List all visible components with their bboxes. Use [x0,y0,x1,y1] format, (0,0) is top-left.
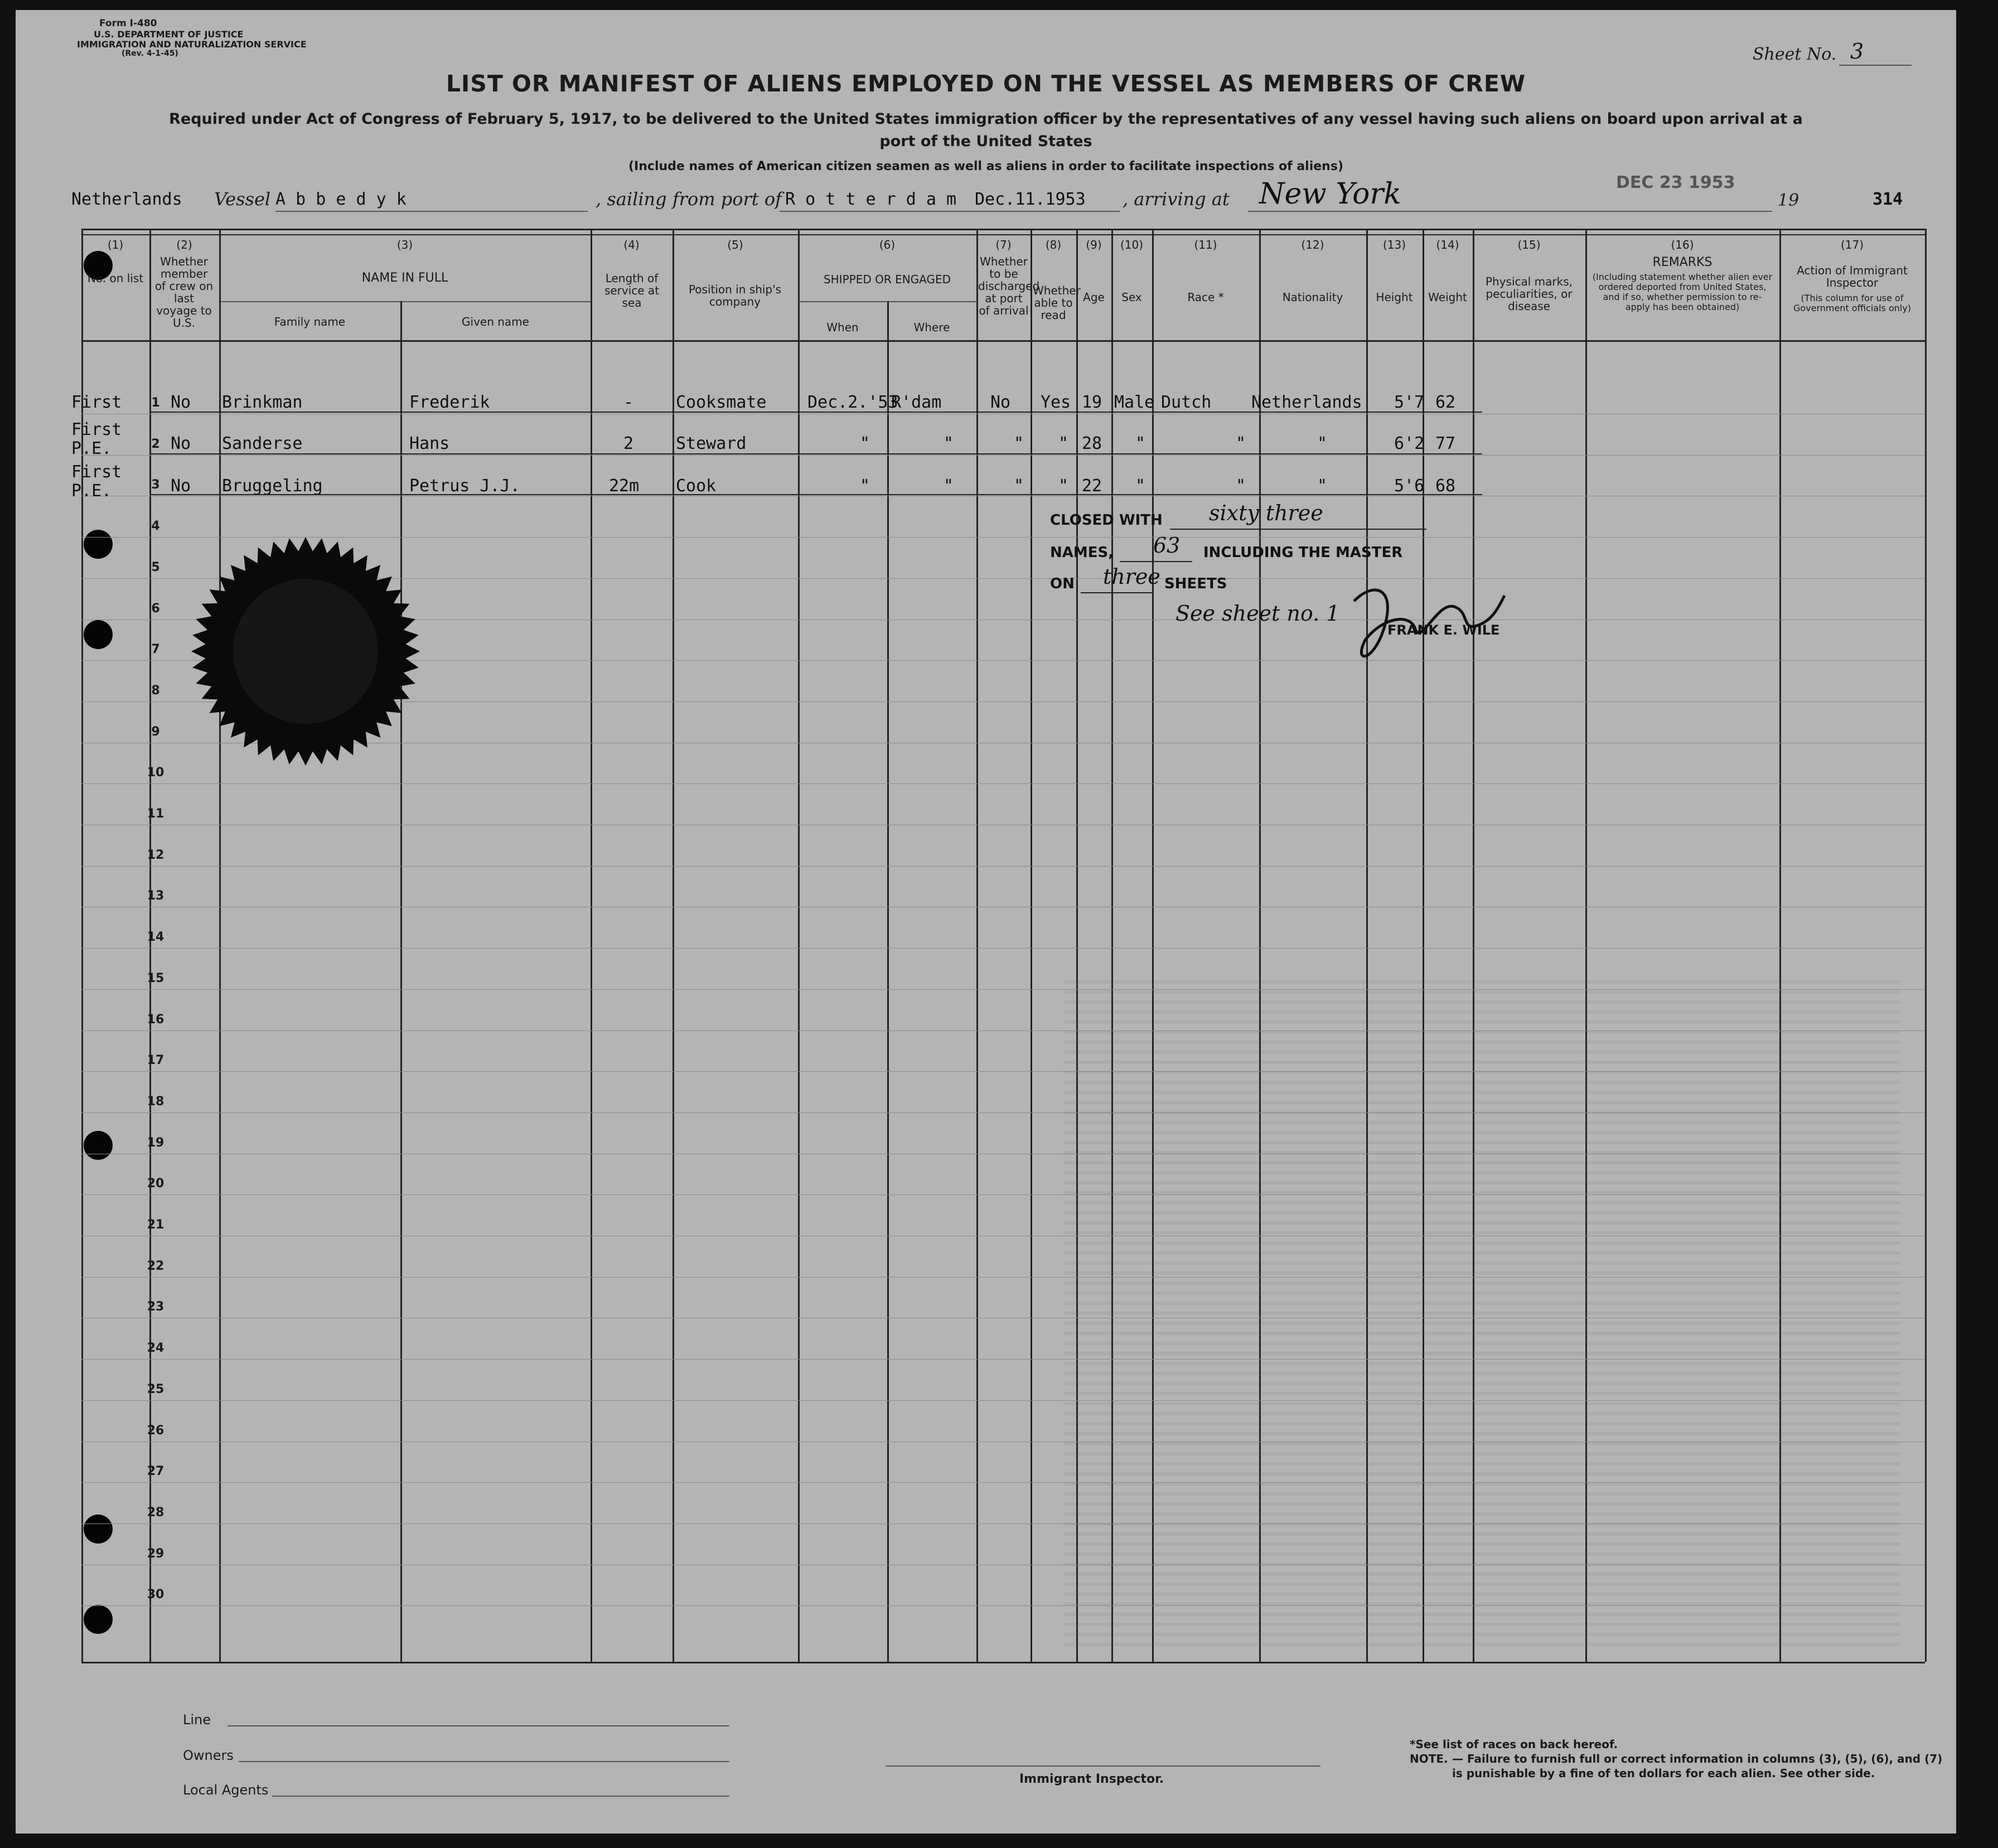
row-3-crew: No [171,476,191,496]
row-1-family-name: Brinkman [222,393,303,412]
row-1-height: 5'7 [1394,393,1425,412]
row-2-family-name: Sanderse [222,434,303,453]
col-11-label: Race * [1187,291,1224,304]
row-1-crew: No [171,393,191,412]
row-number: 5 [151,560,160,574]
row-rule [81,866,1925,867]
row-number: 13 [147,889,165,903]
row-number: 7 [151,642,160,657]
col-line [887,301,889,1662]
row-3-when: " [860,476,870,496]
row-1-given-name: Frederik [409,393,490,412]
reverse-side-bleed-through [1064,980,1900,1649]
row-1-race: Dutch [1161,393,1212,412]
col-16-label: REMARKS [1652,255,1712,269]
col-17-label: Action of Immigrant Inspector [1797,264,1908,289]
row-3-age: 22 [1082,476,1102,496]
sheet-no-rule [1839,65,1912,66]
col-line [1031,229,1032,1662]
punch-hole [84,530,113,559]
sailing-label: , sailing from port of [596,188,782,210]
row-number: 26 [147,1423,165,1438]
row-3-nationality: " [1317,476,1328,496]
when-header: When [826,321,859,334]
row-3-height: 5'6 [1394,476,1425,496]
closed-with-rule [1170,529,1426,530]
col-14-label: Weight [1428,291,1467,304]
row-3-given-name: Petrus J.J. [409,476,520,496]
row-number: 6 [151,601,160,616]
row-3-service: 22m [609,476,640,496]
col-8-label: Whether able to read [1033,284,1081,322]
col-5-num: (5) [727,238,743,251]
row-number: 10 [147,766,165,780]
col-line [673,229,674,1662]
row-1-weight: 62 [1435,393,1456,412]
line-field-rule [228,1725,729,1726]
form-title: LIST OR MANIFEST OF ALIENS EMPLOYED ON THE VESSEL AS MEMBERS OF CREW [446,70,1526,97]
row-2-service: 2 [623,434,634,453]
header-bottom-border [81,340,1925,342]
table-bottom-border [81,1662,1925,1663]
col-14-num: (14) [1436,238,1459,251]
row-1-strikethrough [149,412,1482,413]
row-3-strikethrough [149,494,1482,495]
date-stamp: DEC 23 1953 [1616,173,1735,192]
row-number: 14 [147,930,165,945]
row-number: 19 [147,1135,165,1150]
form-number: Form I-480 [99,18,157,29]
form-note: (Include names of American citizen seamen as well as aliens in order to facilitate inspections of aliens) [628,159,1343,173]
note-text-1: — Failure to furnish full or correct information in columns (3), (5), (6), and (7) [1452,1752,1943,1765]
punch-hole [84,1131,113,1160]
row-1-when: Dec.2.'53 [807,393,898,412]
row-2-sex: " [1135,434,1146,453]
row-1-margin-note: First [71,393,122,412]
sheets-count-written: three [1103,564,1160,589]
row-number: 17 [147,1053,165,1068]
row-number: 20 [147,1177,165,1191]
row-number: 9 [151,724,160,739]
row-number: 24 [147,1341,165,1356]
col-9-num: (9) [1086,238,1102,251]
sailing-date: Dec.11.1953 [975,190,1086,209]
col-2-num: (2) [176,238,192,251]
row-number: 23 [147,1300,165,1314]
row-3-read: " [1058,476,1069,496]
row-number: 29 [147,1546,165,1561]
row-2-discharged: " [1014,434,1024,453]
row-2-race: " [1236,434,1246,453]
year-label: 19 [1778,191,1799,210]
row-3-where: " [944,476,954,496]
row-1-age: 19 [1082,393,1102,412]
sheets-label: SHEETS [1164,575,1227,592]
col-16-num: (16) [1671,238,1694,251]
col-10-label: Sex [1121,291,1142,304]
row-2-weight: 77 [1435,434,1456,453]
line-label: Line [183,1712,211,1728]
col-line [1925,229,1927,1662]
col-1-num: (1) [107,238,124,251]
row-3-weight: 68 [1435,476,1456,496]
col-12-label: Nationality [1282,291,1343,304]
port-of-departure: R o t t e r d a m [785,190,957,209]
col-line [976,229,978,1662]
col-3-label: NAME IN FULL [361,271,448,285]
on-rule [1081,592,1153,593]
immigrant-inspector-label: Immigrant Inspector. [1019,1772,1164,1786]
arriving-label: , arriving at [1123,188,1230,210]
row-rule [81,948,1925,949]
inspector-signature-rule [886,1765,1320,1767]
row-3-race: " [1236,476,1246,496]
including-master-label: INCLUDING THE MASTER [1203,544,1403,561]
form-revision: (Rev. 4-1-45) [122,49,178,58]
punch-hole [84,620,113,649]
col-line [400,301,402,1662]
vessel-label: Vessel [214,188,271,210]
page-number: 314 [1873,190,1903,209]
row-number: 25 [147,1382,165,1396]
row-2-where: " [944,434,954,453]
manifest-sheet [16,10,1956,1834]
owners-label: Owners [183,1748,234,1763]
col-12-num: (12) [1301,238,1324,251]
names-rule [1120,561,1192,562]
row-2-read: " [1058,434,1069,453]
row-3-margin-note: First P.E. [71,462,122,501]
where-header: Where [913,321,950,334]
note-text-2: is punishable by a fine of ten dollars for each alien. See other side. [1452,1767,1875,1780]
row-2-when: " [860,434,870,453]
owners-field-rule [239,1761,729,1762]
row-1-nationality: Netherlands [1251,393,1362,412]
family-name-header: Family name [274,315,346,328]
row-1-sex: Male [1114,393,1155,412]
row-2-nationality: " [1317,434,1328,453]
row-number: 22 [147,1259,165,1273]
col-line [591,229,592,1662]
note-label: NOTE. [1410,1752,1448,1765]
sheet-number: 3 [1850,39,1864,64]
col-17-num: (17) [1840,238,1864,251]
row-rule [81,783,1925,784]
col-line [219,229,221,1662]
col-11-num: (11) [1194,238,1217,251]
row-2-height: 6'2 [1394,434,1425,453]
local-agents-field-rule [272,1796,729,1797]
table-top-border-inner [81,234,1925,235]
agency-service: IMMIGRATION AND NATURALIZATION SERVICE [77,39,307,50]
closed-with-count-written: sixty three [1209,501,1323,525]
punch-hole [84,1515,113,1544]
col-6-num: (6) [879,238,896,251]
row-number: 4 [151,519,160,534]
col-3-num: (3) [396,238,413,251]
arrival-port: New York [1259,177,1401,211]
row-number: 3 [151,478,160,492]
row-number: 18 [147,1094,165,1109]
agency-name: U.S. DEPARTMENT OF JUSTICE [94,29,244,40]
row-number: 12 [147,848,165,862]
col-6-label: SHIPPED OR ENGAGED [823,273,951,286]
col-5-label: Position in ship's company [688,283,782,308]
col-15-label: Physical marks, peculiarities, or disease [1485,275,1573,313]
row-3-sex: " [1135,476,1146,496]
punch-hole [84,1605,113,1634]
col-10-num: (10) [1120,238,1144,251]
row-3-discharged: " [1014,476,1024,496]
row-1-where: R'dam [891,393,942,412]
row-2-strikethrough [149,453,1482,454]
on-label: ON [1050,575,1075,592]
row-number: 30 [147,1588,165,1602]
row-1-service: - [623,393,634,412]
row-2-crew: No [171,434,191,453]
row-1-read: Yes [1041,393,1071,412]
names-label: NAMES, [1050,544,1114,561]
col-7-label: Whether to be discharged at port of arrival [978,255,1040,317]
row-3-position: Cook [676,476,717,496]
remarks-note: (Including statement whether alien ever ordered deported from United States, and if so, whether permission to re-apply has been obtained) [1592,272,1773,312]
col-9-label: Age [1083,291,1105,304]
row-number: 28 [147,1505,165,1520]
row-number: 2 [151,437,160,451]
inspector-note: (This column for use of Government officials only) [1793,293,1912,313]
col-8-num: (8) [1045,238,1062,251]
local-agents-label: Local Agents [183,1782,269,1798]
col-7-num: (7) [995,238,1012,251]
row-number: 8 [151,683,160,698]
col-13-num: (13) [1382,238,1406,251]
inspector-signature-icon [1332,568,1510,679]
vessel-rule [275,211,588,212]
row-number: 15 [147,971,165,985]
see-sheet-note: See sheet no. 1 [1175,601,1340,626]
row-number: 11 [147,807,165,821]
col-4-label: Length of service at sea [604,272,660,309]
sheet-label: Sheet No. [1753,45,1837,64]
col-13-label: Height [1376,291,1413,304]
row-number: 21 [147,1218,165,1232]
port-rule [780,211,1120,212]
col-1-label: No. on list [87,272,144,285]
row-1-position: Cooksmate [676,393,767,412]
vessel-name: A b b e d y k [275,190,407,209]
row-2-given-name: Hans [409,434,450,453]
row-2-position: Steward [676,434,747,453]
row-2-age: 28 [1082,434,1102,453]
row-1-discharged: No [990,393,1011,412]
vessel-flag: Netherlands [71,190,182,209]
name-subheader-rule [219,301,591,302]
form-subtitle-2: port of the United States [879,133,1092,150]
row-number: 27 [147,1464,165,1479]
names-count-written: 63 [1153,533,1181,558]
signer-name: FRANK E. WILE [1387,622,1500,638]
row-2-margin-note: First P.E. [71,420,122,458]
row-number: 1 [151,396,160,410]
seal-icon [188,534,423,768]
col-line [798,229,800,1662]
arrival-rule [1248,211,1772,212]
row-number: 16 [147,1012,165,1027]
table-top-border [81,229,1925,230]
form-subtitle: Required under Act of Congress of February 5, 1917, to be delivered to the United States immigration officer by the representatives of any vessel having such aliens on board upon arrival at a [169,110,1803,128]
col-4-num: (4) [623,238,640,251]
closed-with-label: CLOSED WITH [1050,512,1163,529]
row-rule [81,455,1925,456]
row-3-family-name: Bruggeling [222,476,323,496]
races-footnote: *See list of races on back hereof. [1410,1738,1618,1751]
given-name-header: Given name [462,315,529,328]
col-15-num: (15) [1517,238,1541,251]
col-2-label: Whether member of crew on last voyage to U.S. [154,255,214,330]
